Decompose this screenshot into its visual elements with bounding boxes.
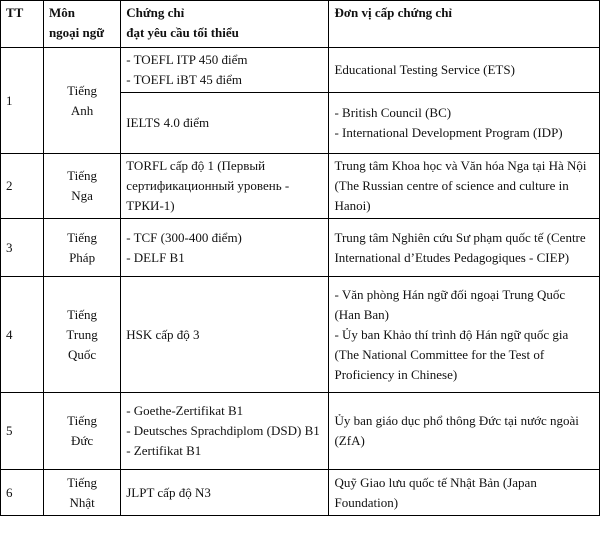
row-number: 1: [1, 48, 44, 154]
row-number: 6: [1, 470, 44, 516]
certificate-cell: JLPT cấp độ N3: [121, 470, 329, 516]
table-row: [1, 154, 600, 219]
language-name: Tiếng Pháp: [43, 219, 120, 277]
certificate-cell: IELTS 4.0 điểm: [121, 93, 329, 154]
issuer-cell: Ủy ban giáo dục phổ thông Đức tại nước ngoài (ZfA): [329, 393, 600, 470]
issuer-cell: Educational Testing Service (ETS): [329, 48, 600, 93]
language-name: Tiếng Anh: [43, 48, 120, 154]
language-name: Tiếng Nga: [43, 154, 120, 219]
certificate-cell: - TOEFL ITP 450 điểm - TOEFL iBT 45 điểm: [121, 48, 329, 93]
issuer-cell: Trung tâm Khoa học và Văn hóa Nga tại Hà Nội (The Russian centre of science and culture in Hanoi): [329, 154, 600, 219]
header-row: [1, 1, 600, 48]
row-number: 3: [1, 219, 44, 277]
certificate-cell: HSK cấp độ 3: [121, 277, 329, 393]
row-number: 5: [1, 393, 44, 470]
header-tt: TT: [1, 1, 44, 48]
issuer-cell: - Văn phòng Hán ngữ đối ngoại Trung Quốc (Han Ban) - Ủy ban Khảo thí trình độ Hán ngữ quốc gia (The National Committee for the Test of Proficiency in Chinese): [329, 277, 600, 393]
row-number: 2: [1, 154, 44, 219]
certificate-cell: - Goethe-Zertifikat B1 - Deutsches Sprachdiplom (DSD) B1 - Zertifikat B1: [121, 393, 329, 470]
issuer-cell: Trung tâm Nghiên cứu Sư phạm quốc tế (Centre International d’Etudes Pedagogiques - CIEP): [329, 219, 600, 277]
issuer-cell: - British Council (BC) - International Development Program (IDP): [329, 93, 600, 154]
table-row: [1, 48, 600, 93]
table-row: [1, 393, 600, 470]
header-issuer: Đơn vị cấp chứng chỉ: [329, 1, 600, 48]
header-language: Môn ngoại ngữ: [43, 1, 120, 48]
row-number: 4: [1, 277, 44, 393]
language-name: Tiếng Nhật: [43, 470, 120, 516]
certificate-cell: TORFL cấp độ 1 (Первый сертификационный уровень - ТРКИ-1): [121, 154, 329, 219]
certificate-cell: - TCF (300-400 điểm) - DELF B1: [121, 219, 329, 277]
header-certificate: Chứng chỉ đạt yêu cầu tối thiểu: [121, 1, 329, 48]
table-row: [1, 470, 600, 516]
issuer-cell: Quỹ Giao lưu quốc tế Nhật Bản (Japan Foundation): [329, 470, 600, 516]
table-row: [1, 219, 600, 277]
language-name: Tiếng Trung Quốc: [43, 277, 120, 393]
language-name: Tiếng Đức: [43, 393, 120, 470]
table-row: [1, 277, 600, 393]
